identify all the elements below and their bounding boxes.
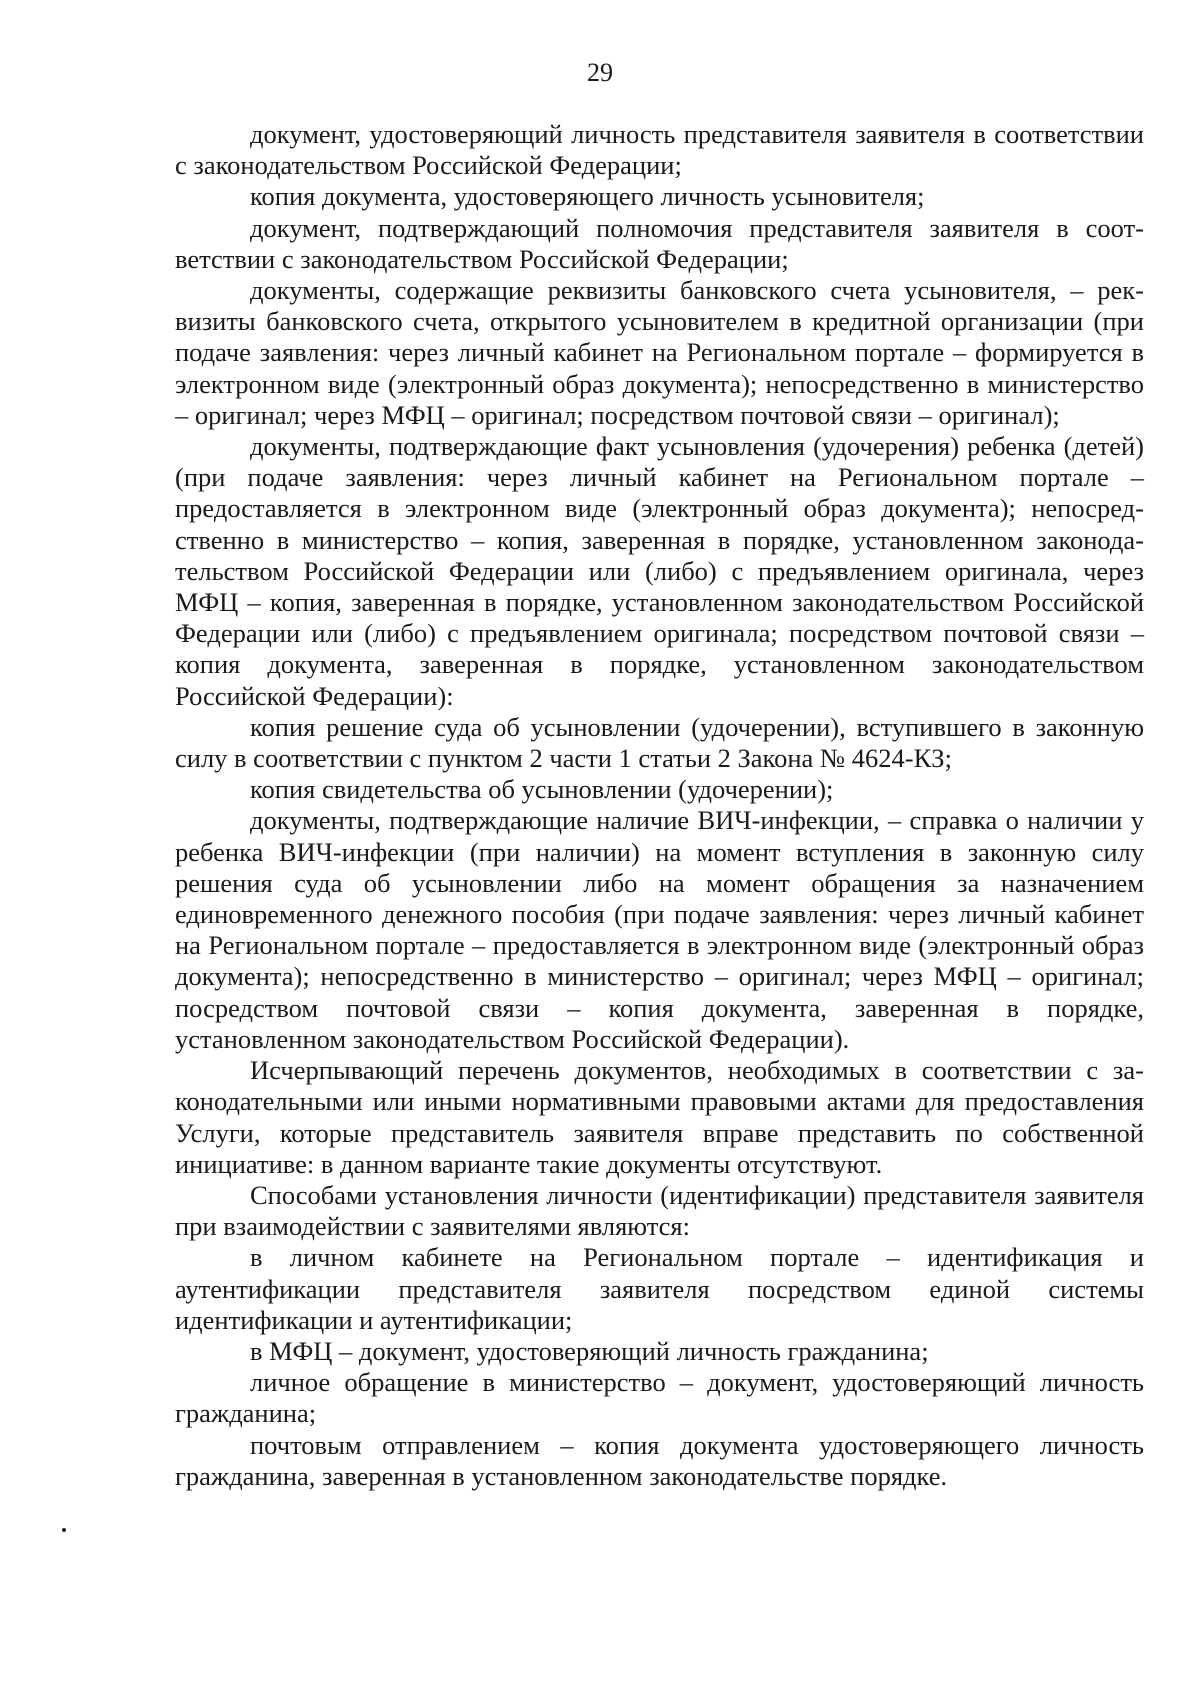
- paragraph-authority-document: документ, подтверждающий полномочия представителя заявителя в соответствии с законодательством Российской Федерации;: [175, 212, 1144, 274]
- page-number: 29: [587, 58, 613, 87]
- paragraph-mfc-identification: в МФЦ – документ, удостоверяющий личность гражданина;: [250, 1335, 929, 1366]
- paragraph-adopter-id-copy: копия документа, удостоверяющего личность усыновителя;: [250, 181, 925, 212]
- scan-speck: [62, 1528, 66, 1532]
- paragraph-hiv-certificate: документы, подтверждающие наличие ВИЧ-инфекции, – справка о наличии у ребенка ВИЧ-инфекции (при наличии) на момент вступления в законную силу решения суда об усыновлении либо на момент обращения за назначением единовременного денежного пособия (при подаче заявления: через личный кабинет на Региональном портале – предоставляется в электронном виде (электронный образ документа); непосредственно в министерство – оригинал; через МФЦ – оригинал; посредством почтовой связи – копия документа, заверенная в порядке, установленном законодательством Российской Федерации).: [175, 805, 1144, 1054]
- paragraph-adoption-certificate: копия свидетельства об усыновлении (удочерении);: [250, 774, 834, 805]
- paragraph-ministry-identification: личное обращение в министерство – документ, удостоверяющий личность гражданина;: [175, 1367, 1144, 1429]
- paragraph-adoption-fact: документы, подтверждающие факт усыновления (удочерения) ребенка (детей) (при подаче заявления: через личный кабинет на Региональном портале – предоставляется в электронном виде (электронный образ документа); непосредственно в министерство – копия, заверенная в порядке, установленном законодательством Российской Федерации или (либо) с предъявлением оригинала, через МФЦ – копия, заверенная в порядке, установленном законодательством Российской Федерации или (либо) с предъявлением оригинала; посредством почтовой связи – копия документа, заверенная в порядке, установленном законодательством Российской Федерации):: [175, 431, 1144, 711]
- paragraph-portal-identification: в личном кабинете на Региональном портале – идентификация и аутентификации представителя заявителя посредством единой системы идентификации и аутентификации;: [175, 1242, 1144, 1335]
- paragraph-bank-details: документы, содержащие реквизиты банковского счета усыновителя, – реквизиты банковского счета, открытого усыновителем в кредитной организации (при подаче заявления: через личный кабинет на Региональном портале – формируется в электронном виде (электронный образ документа); непосредственно в министерство – оригинал; через МФЦ – оригинал; посредством почтовой связи – оригинал);: [175, 275, 1144, 430]
- paragraph-representative-id: документ, удостоверяющий личность представителя заявителя в соответствии с законодательством Российской Федерации;: [175, 119, 1144, 181]
- paragraph-identification-methods: Способами установления личности (идентификации) представителя заявителя при взаимодействии с заявителями являются:: [175, 1179, 1144, 1242]
- document-body: [175, 119, 1144, 1492]
- paragraph-optional-documents: Исчерпывающий перечень документов, необходимых в соответствии с законодательными или иными нормативными правовыми актами для предоставления Услуги, которые представитель заявителя вправе представить по собственной инициативе: в данном варианте такие документы отсутствуют.: [175, 1055, 1144, 1179]
- paragraph-court-decision: копия решение суда об усыновлении (удочерении), вступившего в законную силу в соответствии с пунктом 2 части 1 статьи 2 Закона № 4624-КЗ;: [175, 711, 1144, 774]
- paragraph-postal-identification: почтовым отправлением – копия документа удостоверяющего личность гражданина, заверенная в установленном законодательстве порядке.: [175, 1429, 1144, 1491]
